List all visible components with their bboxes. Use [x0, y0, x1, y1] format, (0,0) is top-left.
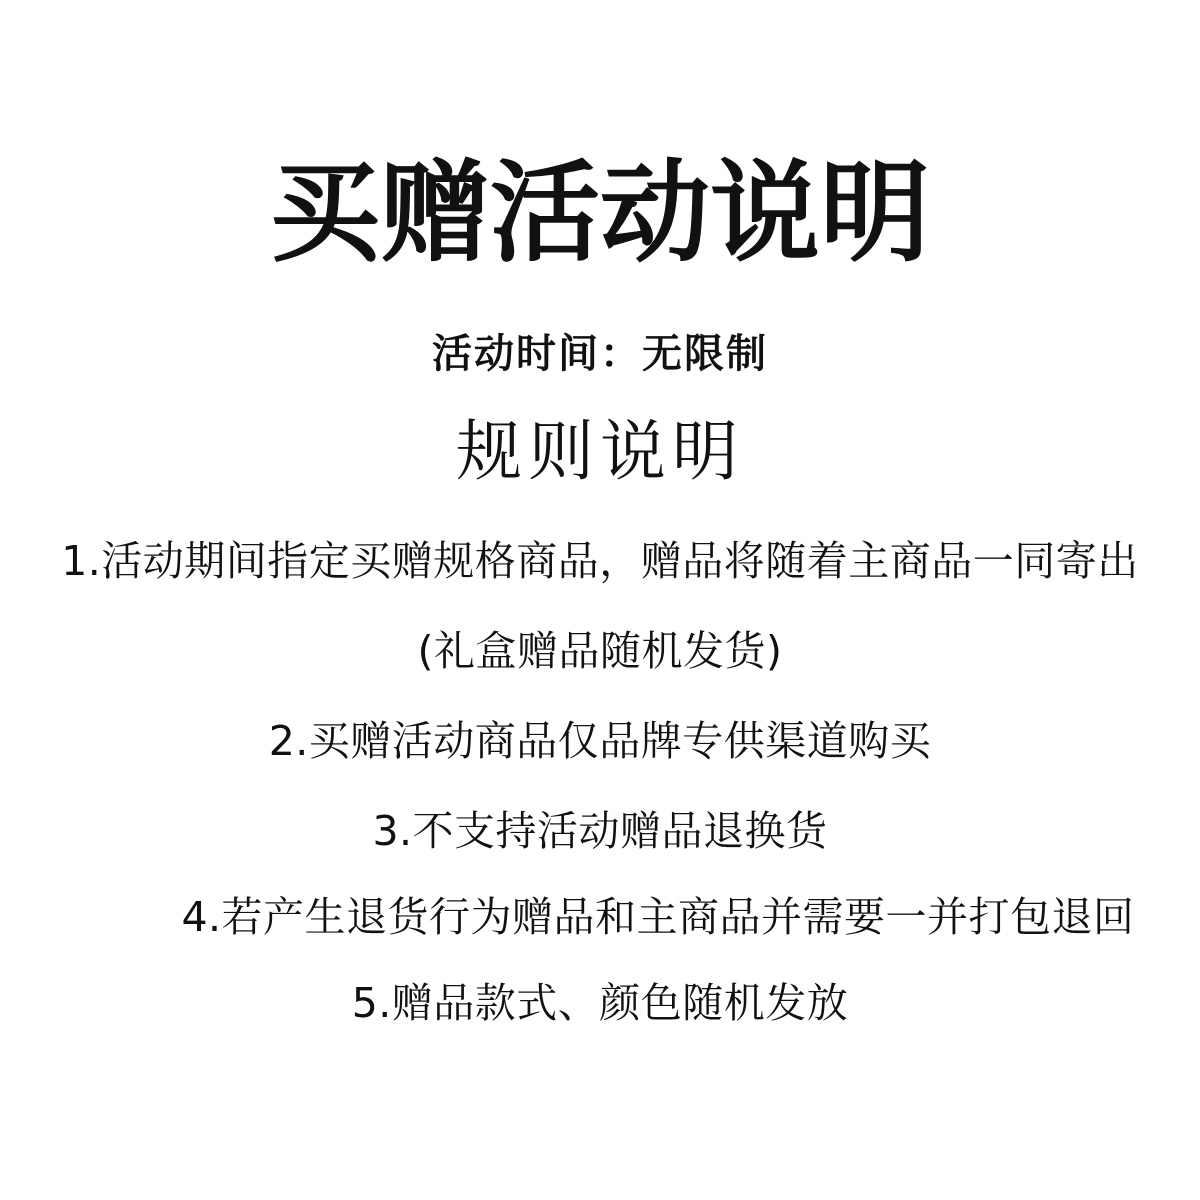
- rule-item-1-note: (礼盒赠品随机发货): [417, 627, 783, 675]
- rule-item-5: 5.赠品款式、颜色随机发放: [351, 979, 849, 1027]
- rule-item-3: 3.不支持活动赠品退换货: [372, 807, 828, 855]
- page-title: 买赠活动说明: [270, 149, 930, 277]
- activity-time-text: 活动时间：无限制: [432, 331, 768, 377]
- rule-item-2: 2.买赠活动商品仅品牌专供渠道购买: [268, 717, 932, 765]
- rules-heading: 规则说明: [456, 413, 744, 490]
- rule-item-1: 1.活动期间指定买赠规格商品，赠品将随着主商品一同寄出: [61, 537, 1139, 585]
- rule-item-4: 4.若产生退货行为赠品和主商品并需要一并打包退回: [181, 893, 1135, 941]
